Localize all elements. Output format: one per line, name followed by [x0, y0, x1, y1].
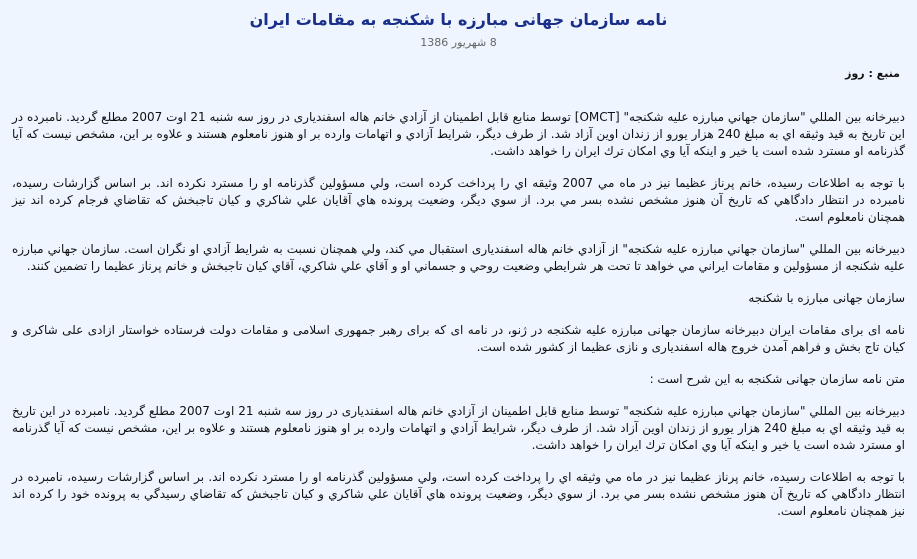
article-paragraph-3: دبيرخانه بين المللي "سازمان جهاني مبارزه عليه شكنجه" از آزادي خانم هاله اسفنديارى استقبال مي كند، ولي همچنان نسبت به شرايط آزادي او نگران است. سازمان جهاني مبارزه عليه شكنجه از مسؤولين و مقامات ايراني مي خواهد تا تحت هر شرايطي وضعيت روحي و جسماني او و آقاي علي شاكري، آقاي كيان تاجبخش و خانم پرناز عظيما را تضمين كنند.: [12, 242, 905, 273]
article-paragraph-2: با توجه به اطلاعات رسيده، خانم پرناز عظيما نيز در ماه مي 2007 وثيقه اي را پرداخت كرده است، ولي مسؤولين گذرنامه او را مسترد نكرده اند. بر اساس گزارشات رسيده، نامبرده در انتظار دادگاهي كه تاريخ آن هنوز مشخص نشده بسر مي برد. از سوي ديگر، وضعيت پرونده هاي آقايان علي شاكري و كيان تاجبخش كه تقاضاي فرجام كرده اند نيز همچنان نامعلوم است.: [12, 176, 905, 224]
article-paragraph-1: دبيرخانه بين المللي "سازمان جهاني مبارزه عليه شكنجه" [OMCT] توسط منابع قابل اطمينان از آزادي خانم هاله اسفنديارى در روز سه شنبه 21 اوت 2007 مطلع گرديد. نامبرده در اين تاريخ به قيد وثيقه اي به مبلغ 240 هزار يورو از زندان اوين آزاد شد. از طرف ديگر، شرايط آزادي و اتهامات وارده بر او هنوز نامعلوم هستند و علاوه بر اين، مشخص نيست كه آيا گذرنامه او مسترد شده است يا خير و اينكه آيا وي امكان ترك ايران را خواهد داشت.: [12, 110, 905, 158]
letter-intro: متن نامه سازمان جهانی شکنجه به این شرح است :: [649, 372, 905, 386]
article-source: منبع : روز: [845, 67, 900, 80]
article-paragraph-5: دبيرخانه بين المللي "سازمان جهاني مبارزه عليه شكنجه" توسط منابع قابل اطمينان از آزادي خانم هاله اسفنديارى در روز سه شنبه 21 اوت 2007 مطلع گرديد. نامبرده در اين تاريخ به قيد وثيقه اي به مبلغ 240 هزار يورو از زندان اوين آزاد شد. از طرف ديگر، شرايط آزادي و اتهامات وارده بر او هنوز نامعلوم هستند و علاوه بر اين، مشخص نيست كه آيا گذرنامه او مسترد شده است يا خير و اينكه آيا وي امكان ترك ايران را خواهد داشت.: [12, 404, 906, 452]
section-heading: سازمان جهانی مبارزه با شکنجه: [748, 291, 905, 305]
article-paragraph-4: نامه ای برای مقامات ایران دبیرخانه سازمان جهانی مبارزه علیه شکنجه در ژنو، در نامه ای که برای رهبر جمهوری اسلامی و مقامات دولت فرستاده خواستار ازادی علی شاکری و کیان تاج بخش و فراهم آمدن خروج هاله اسفندیاری و نازی عظیما از کشور شده است.: [12, 323, 905, 354]
article-date: 8 شهریور 1386: [420, 36, 497, 49]
article-title: نامه سازمان جهانی مبارزه با شکنجه به مقامات ایران: [249, 10, 668, 29]
article-paragraph-6: با توجه به اطلاعات رسيده، خانم پرناز عظيما نيز در ماه مي وثيقه اي را پرداخت كرده است، ولي مسؤولين گذرنامه او را مسترد نكرده اند. بر اساس گزارشات رسيده، نامبرده در انتظار دادگاهي كه تاريخ آن هنوز مشخص نشده بسر مي برد. از سوي ديگر، وضعيت پرونده هاي آقايان علي شاكري و كيان تاجبخش كه تقاضاي رسيدگي به پرونده خود را كرده اند نيز همچنان نامعلوم است.: [12, 470, 905, 518]
